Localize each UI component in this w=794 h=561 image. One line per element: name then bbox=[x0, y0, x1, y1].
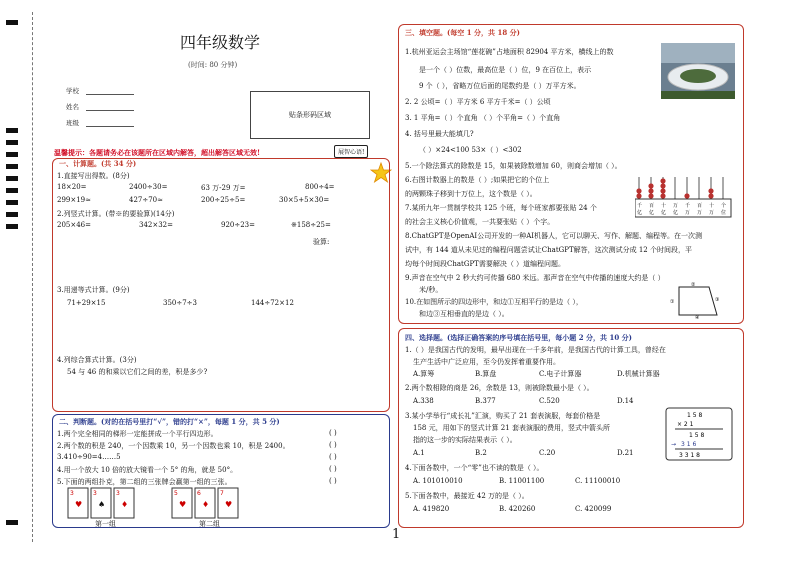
abacus-label: 百 bbox=[649, 203, 655, 209]
option[interactable]: A. 419820 bbox=[413, 505, 450, 513]
calc-item: 200÷25÷5= bbox=[201, 196, 246, 204]
question-line: 生产生活中广泛应用，至今仍发挥着重要作用。 bbox=[413, 358, 560, 366]
svg-text:♥: ♥ bbox=[225, 500, 233, 509]
abacus-label: 十 bbox=[709, 203, 715, 209]
abacus-label: 位 bbox=[721, 210, 727, 216]
binding-mark bbox=[6, 224, 18, 229]
field-label: 学校 bbox=[66, 87, 79, 95]
abacus-label: 万 bbox=[685, 210, 691, 216]
question-line: 是一个（ ）位数，最高位是（ ）位，9 在百位上，表示 bbox=[419, 66, 592, 74]
calc-item: 63 万-29 万= bbox=[201, 184, 246, 192]
section-title: 一、计算题。(共 34 分) bbox=[59, 159, 137, 168]
question-line: 8.ChatGPT是OpenAI公司开发的一种AI机器人，它可以聊天、写作、解题、编程等。在一次测 bbox=[405, 232, 703, 240]
abacus-icon bbox=[635, 175, 739, 219]
abacus-label: 十 bbox=[661, 203, 667, 209]
question-line: 2.两个数相除的商是 26，余数是 13，则被除数最小是（ ）。 bbox=[405, 384, 594, 392]
option[interactable]: C.电子计算器 bbox=[539, 370, 582, 378]
barcode-area: 贴条形码区域 bbox=[250, 91, 370, 139]
question-line: 5.一个除法算式的除数是 15，如果被除数增加 60，则商会增加（ ）。 bbox=[405, 162, 622, 170]
answer-paren[interactable]: ( ) bbox=[329, 429, 337, 437]
vertical-calc bbox=[665, 407, 735, 463]
section-title: 二、判断题。(对的在括号里打“√”，错的打“×”，每题 1 分，共 5 分) bbox=[59, 417, 280, 426]
group-label: 第二组 bbox=[199, 520, 220, 528]
option[interactable]: C. 11100010 bbox=[575, 477, 621, 485]
question-line: 10.在如图所示的四边形中，和边①互相平行的是边（ ）， bbox=[405, 298, 583, 306]
option[interactable]: C.20 bbox=[539, 449, 556, 457]
svg-text:④: ④ bbox=[695, 315, 700, 319]
page-title: 四年级数学 bbox=[180, 33, 261, 52]
calc-item: 71+29×15 bbox=[67, 299, 106, 307]
question-line: 指的这一步的实际结果表示（ ）。 bbox=[413, 436, 517, 444]
section-choice bbox=[398, 328, 744, 528]
svg-text:♦: ♦ bbox=[121, 500, 129, 509]
stadium-image bbox=[661, 43, 735, 99]
question-line: 4.下面各数中，一个“零”也不读的数是（ ）。 bbox=[405, 464, 544, 472]
card-group-2 bbox=[171, 487, 241, 519]
option[interactable]: D.机械计算器 bbox=[617, 370, 660, 378]
quadrilateral-figure bbox=[665, 281, 725, 319]
abacus-label: 亿 bbox=[661, 210, 667, 216]
card-rank: 6 bbox=[197, 490, 201, 497]
judgment-item: 2.两个数的积是 240，一个因数乘 10，另一个因数也乘 10，积是 2400。 bbox=[57, 442, 290, 450]
answer-paren[interactable]: ( ) bbox=[329, 477, 337, 485]
card-rank: 7 bbox=[220, 490, 224, 497]
card-rank: 3 bbox=[116, 490, 120, 497]
judgment-item: 4.用一个放大 10 倍的放大镜看一个 5° 的角，就是 50°。 bbox=[57, 466, 238, 474]
answer-paren[interactable]: ( ) bbox=[329, 441, 337, 449]
field-label: 姓名 bbox=[66, 103, 79, 111]
abacus-label: 亿 bbox=[649, 210, 655, 216]
warning-tip: 温馨提示：各题请务必在该题所在区域内解答，超出解答区域无效! bbox=[54, 148, 261, 157]
question-line: 158 元，用如下的竖式计算 21 套表演服的费用，竖式中箭头所 bbox=[413, 424, 610, 432]
abacus-label: 万 bbox=[697, 210, 703, 216]
abacus-label: 万 bbox=[709, 210, 715, 216]
judgment-item: 5.下面的两组扑克，第二组的三张牌会赢第一组的三张。 bbox=[57, 478, 232, 486]
card-rank: 3 bbox=[93, 490, 97, 497]
question-line: 9.声音在空气中 2 秒大约可传播 680 米远。那声音在空气中传播的速度大约是（ ） bbox=[405, 274, 665, 282]
class-field[interactable] bbox=[66, 118, 79, 127]
calc-row: × 2 1 bbox=[677, 421, 694, 428]
question-title: 1.直接写出得数。(8分) bbox=[57, 172, 130, 180]
name-field[interactable] bbox=[66, 102, 79, 111]
page-number: 1 bbox=[392, 527, 401, 542]
option[interactable]: C.520 bbox=[539, 397, 560, 405]
option[interactable]: B.算盘 bbox=[475, 370, 497, 378]
question-title: 2.列竖式计算。(带※的要验算)(14分) bbox=[57, 210, 175, 218]
svg-text:①: ① bbox=[670, 299, 675, 305]
answer-paren[interactable]: ( ) bbox=[329, 465, 337, 473]
question-title: 4.列综合算式计算。(3分) bbox=[57, 356, 137, 364]
binding-mark bbox=[6, 20, 18, 25]
calc-row: 1 5 8 bbox=[687, 412, 703, 419]
option[interactable]: A.338 bbox=[413, 397, 434, 405]
check-label: 验算: bbox=[313, 238, 330, 246]
question-line: （ ）×24<100 53×（ ）<302 bbox=[419, 146, 522, 154]
question-text: 54 与 46 的和乘以它们之间的差，积是多少? bbox=[67, 368, 208, 376]
section-title: 四、选择题。(选择正确答案的序号填在括号里，每小题 2 分，共 10 分) bbox=[405, 333, 632, 342]
question-line: 的社会主义核心价值观，一共要张贴（ ）个字。 bbox=[405, 218, 555, 226]
question-line: 9 个（ ），省略万位后面的尾数约是（ ）万平方米。 bbox=[419, 82, 581, 90]
abacus-label: 亿 bbox=[637, 210, 643, 216]
question-line: 试中，有 144 道从未见过的编程问题尝试让ChatGPT解答，这次测试分成 12 个时间段，平 bbox=[405, 246, 692, 254]
calc-item: 350÷7÷3 bbox=[163, 299, 197, 307]
svg-text:♦: ♦ bbox=[202, 500, 210, 509]
option[interactable]: D.14 bbox=[617, 397, 634, 405]
judgment-item: 3.410÷90=4……5 bbox=[57, 453, 121, 461]
calc-item: 18×20= bbox=[57, 183, 87, 191]
calc-item: 427÷70≈ bbox=[129, 196, 163, 204]
section-fill-blank bbox=[398, 24, 744, 324]
abacus-label: 百 bbox=[697, 203, 703, 209]
svg-text:♠: ♠ bbox=[98, 500, 106, 509]
question-line: 米/秒。 bbox=[419, 286, 443, 294]
option[interactable]: A.算筹 bbox=[413, 370, 435, 378]
card-rank: 3 bbox=[70, 490, 74, 497]
option[interactable]: B. 420260 bbox=[499, 505, 536, 513]
calc-item: 920÷23= bbox=[221, 221, 255, 229]
svg-text:③: ③ bbox=[715, 297, 720, 303]
question-line: 6.右图计数器上的数是（ ）;如果把它的个位上 bbox=[405, 176, 550, 184]
svg-text:→: → bbox=[671, 441, 677, 448]
binding-mark bbox=[6, 520, 18, 525]
exam-time: (时间: 80 分钟) bbox=[188, 61, 238, 69]
judgment-item: 1.两个完全相同的梯形一定能拼成一个平行四边形。 bbox=[57, 430, 218, 438]
calc-item: 800÷4= bbox=[305, 183, 335, 191]
calc-item: 144÷72×12 bbox=[251, 299, 294, 307]
question-line: 3. 1 平角=（ ）个直角 （ ）个平角=（ ）个直角 bbox=[405, 114, 561, 122]
question-title: 3.用递等式计算。(9分) bbox=[57, 286, 130, 294]
calc-item: 2400÷30= bbox=[129, 183, 168, 191]
question-line: 1.（ ）是我国古代的发明，最早出现在一千多年前，是我国古代的计算工具，曾经在 bbox=[405, 346, 666, 354]
option[interactable]: A. 101010010 bbox=[413, 477, 463, 485]
binding-mark bbox=[6, 164, 18, 169]
option[interactable]: B.377 bbox=[475, 397, 496, 405]
tip-badge: 展智心语! bbox=[334, 145, 368, 158]
option[interactable]: B.2 bbox=[475, 449, 487, 457]
binding-mark bbox=[6, 200, 18, 205]
question-line: 7.某所九年一贯制学校共 125 个班，每个班家都要张贴 24 个 bbox=[405, 204, 597, 212]
answer-paren[interactable]: ( ) bbox=[329, 453, 337, 461]
binding-line bbox=[32, 12, 33, 542]
question-line: 3.某小学举行“成长礼”汇演，购买了 21 套表演服，每套价格是 bbox=[405, 412, 601, 420]
calc-row: 3 1 6 bbox=[681, 441, 697, 448]
abacus-label: 万 bbox=[673, 203, 679, 209]
calc-item: 342×32= bbox=[139, 221, 173, 229]
option[interactable]: D.21 bbox=[617, 449, 634, 457]
question-line: 4. 括号里最大能填几? bbox=[405, 130, 474, 138]
binding-mark bbox=[6, 140, 18, 145]
calc-row: 3 3 1 8 bbox=[679, 452, 700, 459]
binding-mark bbox=[6, 176, 18, 181]
binding-strip bbox=[2, 0, 38, 561]
calc-item: 205×46= bbox=[57, 221, 91, 229]
abacus-label: 个 bbox=[721, 203, 727, 209]
abacus-label: 千 bbox=[685, 203, 691, 209]
binding-mark bbox=[6, 128, 18, 133]
card-group-1 bbox=[67, 487, 137, 519]
section-title: 三、填空题。(每空 1 分，共 18 分) bbox=[405, 28, 520, 37]
abacus-label: 千 bbox=[637, 203, 643, 209]
binding-mark bbox=[6, 152, 18, 157]
field-label: 班级 bbox=[66, 119, 79, 127]
calc-item: 299×19≈ bbox=[57, 196, 91, 204]
option[interactable]: B. 11001100 bbox=[499, 477, 545, 485]
abacus-label: 亿 bbox=[673, 210, 679, 216]
question-line: 和边③互相垂直的是边（ ）。 bbox=[419, 310, 509, 318]
school-field[interactable] bbox=[66, 86, 79, 95]
question-line: 的两颗珠子移到十万位上，这个数是（ ）。 bbox=[405, 190, 537, 198]
group-label: 第一组 bbox=[95, 520, 116, 528]
question-line: 均每个时间段ChatGPT需要解决（ ）道编程问题。 bbox=[405, 260, 566, 268]
svg-text:♥: ♥ bbox=[75, 500, 83, 509]
svg-text:②: ② bbox=[691, 282, 696, 288]
section-judgment bbox=[52, 414, 390, 528]
card-rank: 5 bbox=[174, 490, 178, 497]
option[interactable]: C. 420099 bbox=[575, 505, 612, 513]
calc-row: 1 5 8 bbox=[689, 432, 705, 439]
option[interactable]: A.1 bbox=[413, 449, 425, 457]
section-calculation bbox=[52, 158, 390, 412]
question-line: 1.杭州亚运会主场馆“莲花碗”占地面积 82904 平方米，横线上的数 bbox=[405, 48, 614, 56]
binding-mark bbox=[6, 188, 18, 193]
binding-mark bbox=[6, 212, 18, 217]
question-line: 2. 2 公顷=（ ）平方米 6 平方千米=（ ）公顷 bbox=[405, 98, 551, 106]
calc-item: 30×5+5×30= bbox=[279, 196, 330, 204]
question-line: 5.下面各数中，最接近 42 万的是（ ）。 bbox=[405, 492, 529, 500]
calc-item: ※158÷25= bbox=[291, 221, 331, 229]
svg-text:♥: ♥ bbox=[179, 500, 187, 509]
